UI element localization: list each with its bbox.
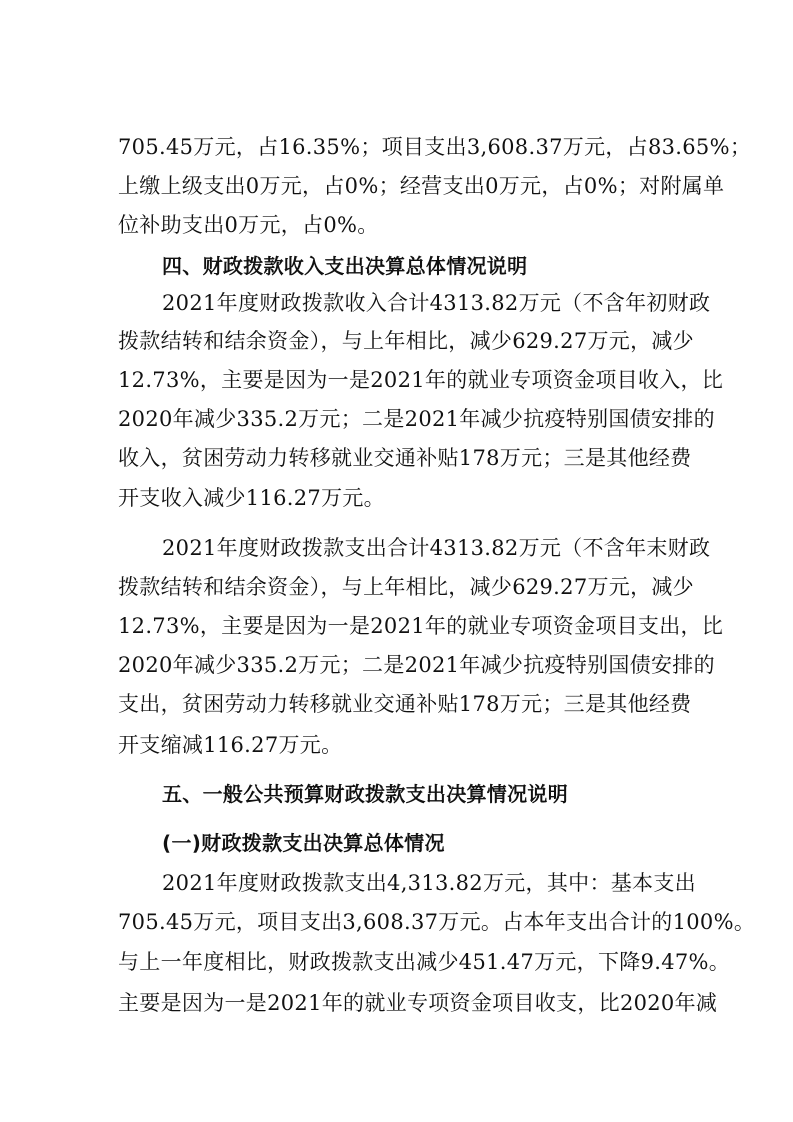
text-line: 与上一年度相比，财政拨款支出减少451.47万元，下降9.47%。 xyxy=(118,950,731,974)
text-line: 开支缩减116.27万元。 xyxy=(118,733,343,757)
text-line: 12.73%，主要是因为一是2021年的就业专项资金项目支出，比 xyxy=(118,614,724,638)
text-line: 拨款结转和结余资金），与上年相比，减少629.27万元，减少 xyxy=(118,575,694,599)
text-line: 主要是因为一是2021年的就业专项资金项目收支，比2020年减 xyxy=(118,991,718,1015)
text-line: 开支收入减少116.27万元。 xyxy=(118,486,385,510)
text-line: 2020年减少335.2万元；二是2021年减少抗疫特别国债安排的 xyxy=(118,653,715,677)
text-line: 2021年度财政拨款支出4,313.82万元，其中：基本支出 xyxy=(162,871,696,895)
text-line: 705.45万元，占16.35%；项目支出3,608.37万元，占83.65%； xyxy=(118,135,752,159)
text-line: 支出，贫困劳动力转移就业交通补贴178万元；三是其他经费 xyxy=(118,692,692,716)
text-line: 2021年度财政拨款支出合计4313.82万元（不含年末财政 xyxy=(162,536,711,560)
text-line: 收入，贫困劳动力转移就业交通补贴178万元；三是其他经费 xyxy=(118,446,692,470)
subsection-heading: (一)财政拨款支出决算总体情况 xyxy=(162,831,445,855)
text-line: 2020年减少335.2万元；二是2021年减少抗疫特别国债安排的 xyxy=(118,407,715,431)
section-heading: 五、一般公共预算财政拨款支出决算情况说明 xyxy=(162,782,568,806)
text-line: 拨款结转和结余资金），与上年相比，减少629.27万元，减少 xyxy=(118,329,694,353)
text-line: 705.45万元，项目支出3,608.37万元。占本年支出合计的100%。 xyxy=(118,910,756,934)
text-line: 上缴上级支出0万元，占0%；经营支出0万元，占0%；对附属单 xyxy=(118,174,725,198)
text-line: 12.73%，主要是因为一是2021年的就业专项资金项目收入，比 xyxy=(118,368,724,392)
section-heading: 四、财政拨款收入支出决算总体情况说明 xyxy=(162,254,528,278)
text-line: 2021年度财政拨款收入合计4313.82万元（不含年初财政 xyxy=(162,291,711,315)
text-line: 位补助支出0万元，占0%。 xyxy=(118,213,379,237)
